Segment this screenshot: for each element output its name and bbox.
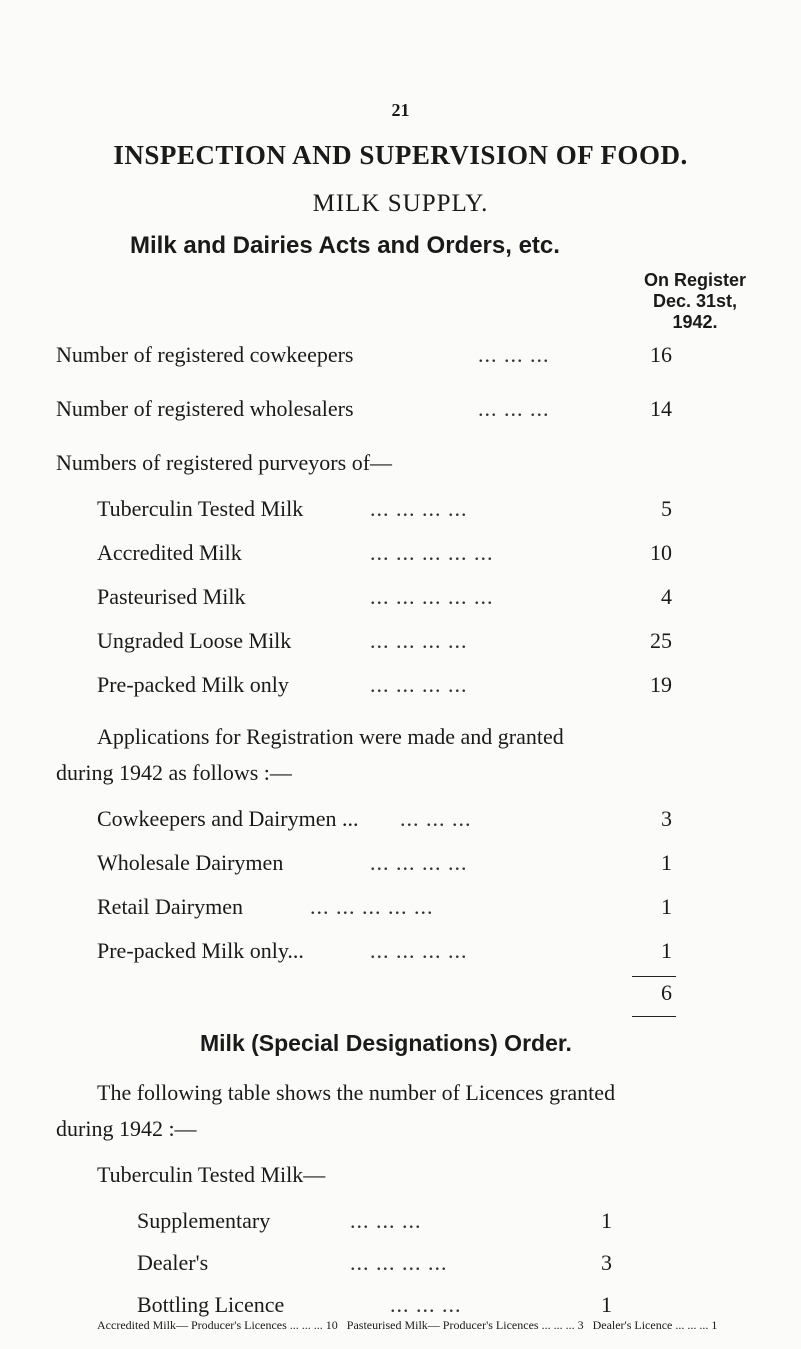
applications-para-line2: during 1942 as follows :— [56,760,292,785]
purveyor-label: Accredited Milk [97,540,242,565]
applications-total: 6 [661,980,672,1005]
licence-dots: ... ... ... [390,1292,462,1317]
licence-label: Dealer's Licence [592,1318,673,1332]
licence-value: 10 [325,1318,338,1332]
licence-value: 3 [601,1250,612,1275]
licence-label: Bottling Licence [137,1292,285,1317]
licence-dots: ... ... ... [675,1318,709,1332]
purveyor-label: Pasteurised Milk [97,584,246,609]
licence-dots: ... ... ... ... [350,1250,448,1275]
licences-para-line2: during 1942 :— [56,1116,197,1141]
column-heading-line1: On Register [643,270,747,290]
purveyor-value: 25 [650,628,672,653]
section-heading-designations: Milk (Special Designations) Order. [200,1030,572,1056]
purveyor-label: Pre-packed Milk only [97,672,289,697]
licence-value: 3 [577,1318,584,1332]
application-dots: ... ... ... [400,806,472,831]
application-value: 1 [661,894,672,919]
section-heading-acts: Milk and Dairies Acts and Orders, etc. [130,232,560,259]
licence-dots: ... ... [553,1318,575,1332]
total-rule-top [632,976,676,977]
cowkeepers-value: 16 [650,342,672,367]
purveyor-dots: ... ... ... ... ... [370,584,494,609]
application-label: Wholesale Dairymen [97,850,284,875]
application-label: Pre-packed Milk only... [97,938,304,963]
licence-label: Producer's Licences ... [442,1318,551,1332]
column-heading-line3: 1942. [672,312,718,332]
total-rule-bottom [632,1016,676,1017]
applications-para-line1: Applications for Registration were made and granted [97,724,564,749]
purveyor-value: 4 [661,584,672,609]
purveyor-label: Tuberculin Tested Milk [97,496,304,521]
application-value: 1 [661,938,672,963]
licence-label: Dealer's [137,1250,209,1275]
page-subtitle: MILK SUPPLY. [312,190,489,217]
cowkeepers-dots: ... ... ... [478,342,550,367]
licence-group-heading: Pasteurised Milk— [346,1318,440,1332]
application-dots: ... ... ... ... [370,850,468,875]
licence-dots: ... ... ... [350,1208,422,1233]
application-value: 1 [661,850,672,875]
purveyors-heading: Numbers of registered purveyors of— [56,450,393,475]
cowkeepers-label: Number of registered cowkeepers [56,342,354,367]
application-value: 3 [661,806,672,831]
purveyor-value: 19 [650,672,672,697]
column-heading-line2: Dec. 31st, [652,291,738,311]
application-label: Retail Dairymen [97,894,244,919]
purveyor-dots: ... ... ... ... [370,628,468,653]
wholesalers-dots: ... ... ... [478,396,550,421]
purveyor-dots: ... ... ... ... ... [370,540,494,565]
purveyor-dots: ... ... ... ... [370,496,468,521]
purveyor-label: Ungraded Loose Milk [97,628,292,653]
purveyor-value: 10 [650,540,672,565]
licence-group-heading: Accredited Milk— [97,1318,188,1332]
application-dots: ... ... ... ... ... [310,894,434,919]
page-title: INSPECTION AND SUPERVISION OF FOOD. [113,140,688,170]
purveyor-dots: ... ... ... ... [370,672,468,697]
licence-label: Producer's Licences ... [190,1318,299,1332]
licence-value: 1 [601,1208,612,1233]
application-dots: ... ... ... ... [370,938,468,963]
column-heading [600,270,790,333]
licence-more [97,1318,717,1333]
licence-dots: ... ... [301,1318,323,1332]
licence-group-heading: Tuberculin Tested Milk— [97,1162,326,1187]
page-number: 21 [391,100,410,120]
wholesalers-label: Number of registered wholesalers [56,396,354,421]
application-label: Cowkeepers and Dairymen ... [97,806,359,831]
licence-value: 1 [711,1318,718,1332]
licence-label: Supplementary [137,1208,271,1233]
purveyor-value: 5 [661,496,672,521]
licence-value: 1 [601,1292,612,1317]
licences-para-line1: The following table shows the number of Licences granted [97,1080,616,1105]
wholesalers-value: 14 [650,396,672,421]
